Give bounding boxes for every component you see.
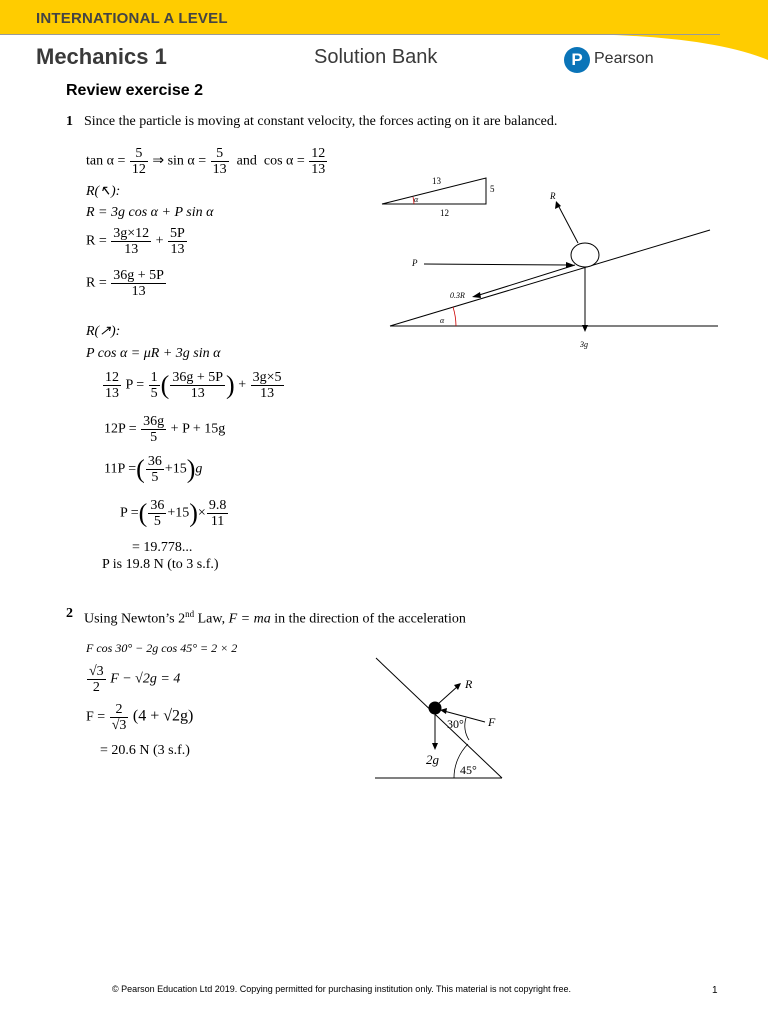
incline-P-label: P — [412, 258, 418, 268]
q2-eq2: $\frac{√3}{2}$ F − √2g = 4 — [89, 664, 181, 695]
q2-angle-45-label: 45° — [460, 763, 477, 777]
q2-angle-30-label: 30° — [447, 717, 464, 731]
tri-adj-label: 12 — [440, 208, 449, 218]
section-title: Review exercise 2 — [66, 82, 203, 99]
q1-resolve-par: R(↗): — [86, 324, 121, 339]
incline-weight-label: 3g — [580, 340, 588, 349]
pearson-logo-letter: P — [571, 50, 583, 69]
tri-angle-label: α — [414, 195, 419, 204]
q2-eq4: = 20.6 N (3 s.f.) — [100, 743, 190, 758]
page-subtitle: Solution Bank — [314, 46, 438, 68]
tri-hyp-label: 13 — [432, 176, 441, 186]
q1-number: 1 — [66, 114, 73, 129]
q1-incline-diagram — [380, 185, 720, 355]
pearson-logo-text: Pearson — [594, 50, 654, 67]
q1-resolve-perp: R(↖): — [86, 184, 121, 199]
q1-eq2: R = $\frac{3g\times 12}{13}$ + $\frac{5P}{13}$ — [86, 226, 185, 257]
q1-eq9: = 19.778... — [132, 540, 193, 555]
footer-copyright: © Pearson Education Ltd 2019. Copying permitted for purchasing institution only. This material is not copyright free. — [112, 984, 572, 994]
q1-eq7: 11P =( $\frac{36}{5}$ +15)g — [104, 454, 203, 485]
q1-answer: P is 19.8 N (to 3 s.f.) — [102, 557, 219, 572]
q2-incline-diagram — [370, 652, 510, 784]
header-level-label: INTERNATIONAL A LEVEL — [36, 10, 228, 27]
q2-number: 2 — [66, 606, 73, 621]
page-number: 1 — [712, 985, 718, 996]
q1-eq3: R = $\frac{36g + 5P}{13}$ — [86, 268, 164, 299]
q2-intro: Using Newton’s 2nd Law, F = ma in the direction of the acceleration — [84, 609, 466, 627]
q1-eq6: 12P = $\frac{36g}{5}$ + P + 15g — [104, 414, 226, 445]
q1-eq8: P =( $\frac{36}{5}$ +15)× $\frac{9.8}{11}$ — [120, 498, 227, 529]
q1-trig-line: tan α = $\frac{5}{12}$ ⇒ sin α = $\frac{5}{13}$ and cos α = $\frac{12}{13}$ — [86, 146, 326, 177]
q1-eq4: P cos α = μR + 3g sin α — [86, 346, 221, 361]
header-divider — [0, 34, 720, 35]
page-title: Mechanics 1 — [36, 44, 167, 69]
q2-F-label: F — [488, 715, 496, 729]
q1-eq1: R = 3g cos α + P sin α — [86, 205, 214, 220]
q2-eq3: F = $\frac{2}{√3}$ (4 + √2g) — [86, 702, 194, 733]
incline-R-label: R — [550, 191, 556, 201]
q1-eq5: $\frac{12}{13}$ P = $\frac{1}{5}$ ( $\frac{36g + 5P}{13}$ ) + $\frac{3g\times 5}{13}$ — [105, 370, 282, 401]
tri-opp-label: 5 — [490, 184, 495, 194]
q1-intro: Since the particle is moving at constant velocity, the forces acting on it are balanced. — [84, 114, 558, 129]
q2-R-label: R — [465, 677, 473, 691]
incline-alpha-label: α — [440, 316, 445, 325]
incline-friction-label: 0.3R — [450, 291, 465, 300]
q2-weight-label: 2g — [426, 752, 439, 767]
q2-eq1: F cos 30° − 2g cos 45° = 2 × 2 — [86, 641, 238, 655]
